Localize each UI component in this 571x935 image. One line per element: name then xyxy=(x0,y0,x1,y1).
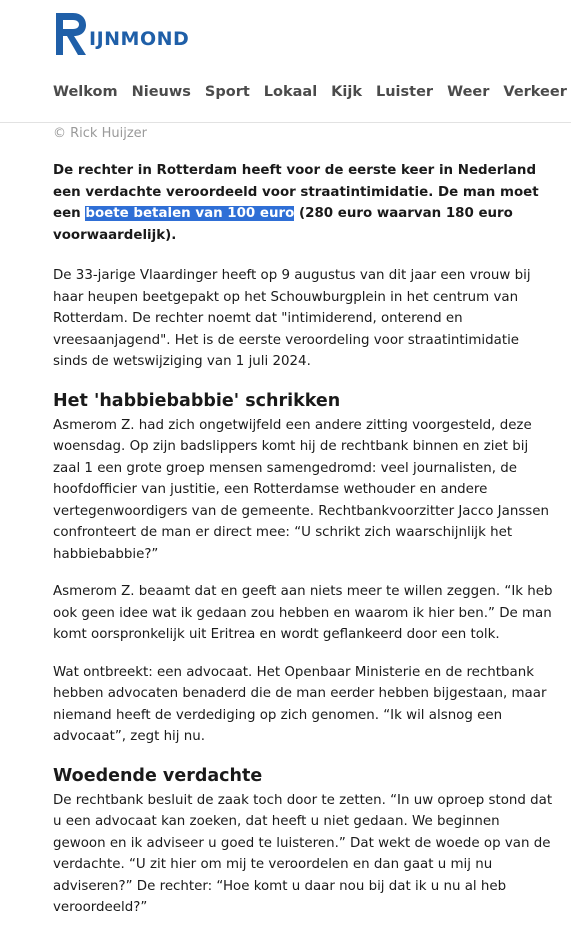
nav-kijk[interactable]: Kijk xyxy=(331,84,362,100)
paragraph: Asmerom Z. beaamt dat en geeft aan niets meer te willen zeggen. “Ik heb ook geen idee wat ik gedaan zou hebben en waarom ik hier ben.” De man komt oorspronkelijk uit Eritrea en wordt geflankeerd door een tolk. xyxy=(53,584,553,642)
article-body xyxy=(53,160,553,935)
paragraph: De 33-jarige Vlaardinger heeft op 9 augustus van dit jaar een vrouw bij haar heupen beetgepakt op het Schouwburgplein in het centrum van Rotterdam. De rechter noemt dat "intimiderend, onterend en vreesaanjagend". Het is de eerste veroordeling voor straatintimidatie sinds de wetswijziging van 1 juli 2024. xyxy=(53,268,531,369)
paragraph: Asmerom Z. had zich ongetwijfeld een andere zitting voorgesteld, deze woensdag. Op zijn badslippers komt hij de rechtbank binnen en ziet bij zaal 1 een grote groep mensen samengedromd: veel journalisten, de hoofdofficier van justitie, een Rotterdamse wethouder en andere vertegenwoordigers van de gemeente. Rechtbankvoorzitter Jacco Janssen confronteert de man er direct mee: “U schrikt zich waarschijnlijk het habbiebabbie?” xyxy=(53,417,550,562)
selected-text[interactable]: boete betalen van 100 euro xyxy=(85,206,295,221)
nav-verkeer[interactable]: Verkeer xyxy=(503,84,567,100)
article-lead xyxy=(53,160,553,246)
nav-sport[interactable]: Sport xyxy=(204,84,250,100)
paragraph: Wat ontbreekt: een advocaat. Het Openbaar Ministerie en de rechtbank hebben advocaten benaderd die de man eerder hebben bijgestaan, maar niemand heeft de verdediging op zich genomen. “Ik wil alsnog een advocaat”, zegt hij nu. xyxy=(53,664,547,744)
nav-luister[interactable]: Luister xyxy=(376,84,434,100)
site-header xyxy=(0,0,571,123)
nav-welkom[interactable]: Welkom xyxy=(53,84,118,100)
subheading: Het 'habbiebabbie' schrikken xyxy=(53,390,341,411)
logo-r-mark-icon xyxy=(53,11,89,57)
main-nav xyxy=(53,84,571,100)
photo-credit: © Rick Huijzer xyxy=(53,126,147,141)
rijnmond-logo[interactable] xyxy=(53,11,193,57)
logo-text: IJNMOND xyxy=(89,28,190,50)
nav-weer[interactable]: Weer xyxy=(447,84,490,100)
nav-lokaal[interactable]: Lokaal xyxy=(263,84,318,100)
lead-text: De rechter in Rotterdam heeft voor de eerste keer in Nederland een verdachte veroordeeld voor straatintimidatie. De man moet een xyxy=(53,163,539,221)
paragraph: De rechtbank besluit de zaak toch door te zetten. “In uw oproep stond dat u een advocaat kan zoeken, dat heeft u niet gedaan. We beginnen gewoon en ik adviseer u goed te luisteren.” Dat wekt de woede op van de verdachte. “U zit hier om mij te veroordelen en dan gaat u mij nu adviseren?” De rechter: “Hoe komt u daar nou bij dat ik u nu al heb veroordeeld?” xyxy=(53,792,553,915)
subheading: Woedende verdachte xyxy=(53,765,263,786)
nav-nieuws[interactable]: Nieuws xyxy=(131,84,191,100)
lead-text-end: (280 euro waarvan 180 euro voorwaardelijk). xyxy=(53,206,513,243)
